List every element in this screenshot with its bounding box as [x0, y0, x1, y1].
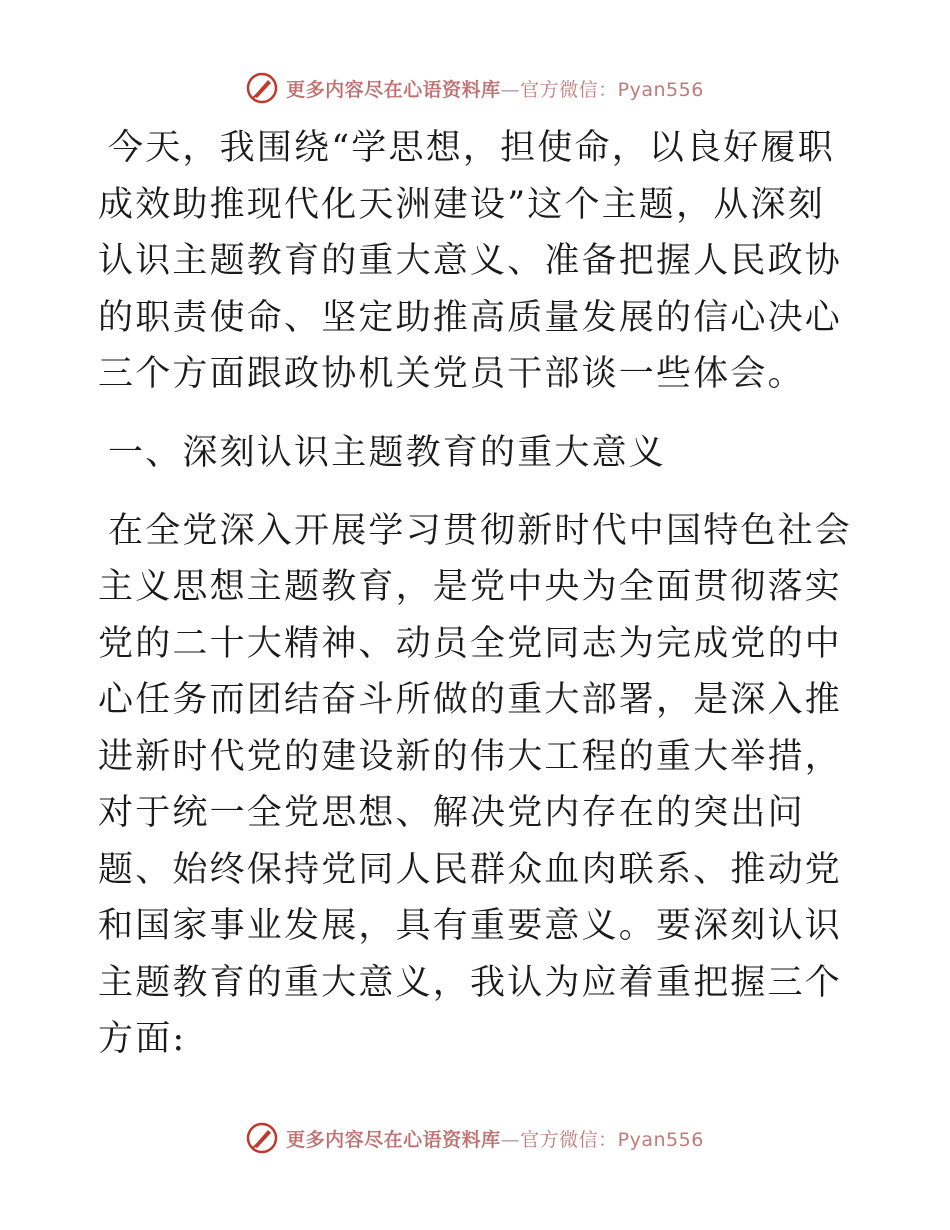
watermark-text	[286, 75, 704, 102]
section-heading-1: 一、深刻认识主题教育的重大意义	[108, 432, 667, 473]
footer-watermark	[0, 1122, 950, 1154]
watermark-main: 更多内容尽在心语资料库	[286, 1128, 501, 1151]
red-quill-logo-icon	[246, 1122, 278, 1154]
intro-paragraph: 今天，我围绕“学思想，担使命，以良好履职成效助推现代化天洲建设”这个主题，从深刻认识主题教育的重大意义、准备把握人民政协的职责使命、坚定助推高质量发展的信心决心三个方面跟政协机关党员干部谈一些体会。	[98, 128, 843, 394]
watermark-separator: —	[500, 78, 521, 101]
watermark-wechat: 官方微信：Pyan556	[520, 78, 704, 101]
watermark-text	[286, 1125, 704, 1152]
body-paragraph-1: 在全党深入开展学习贯彻新时代中国特色社会主义思想主题教育，是党中央为全面贯彻落实党的二十大精神、动员全党同志为完成党的中心任务而团结奋斗所做的重大部署，是深入推进新时代党的建设新的伟大工程的重大举措，对于统一全党思想、解决党内存在的突出问题、始终保持党同人民群众血肉联系、推动党和国家事业发展，具有重要意义。要深刻认识主题教育的重大意义，我认为应着重把握三个方面:	[98, 510, 853, 1059]
header-watermark	[0, 72, 950, 104]
watermark-separator: —	[500, 1128, 521, 1151]
document-body	[98, 120, 858, 1090]
watermark-wechat: 官方微信：Pyan556	[520, 1128, 704, 1151]
red-quill-logo-icon	[246, 72, 278, 104]
watermark-main: 更多内容尽在心语资料库	[286, 78, 501, 101]
